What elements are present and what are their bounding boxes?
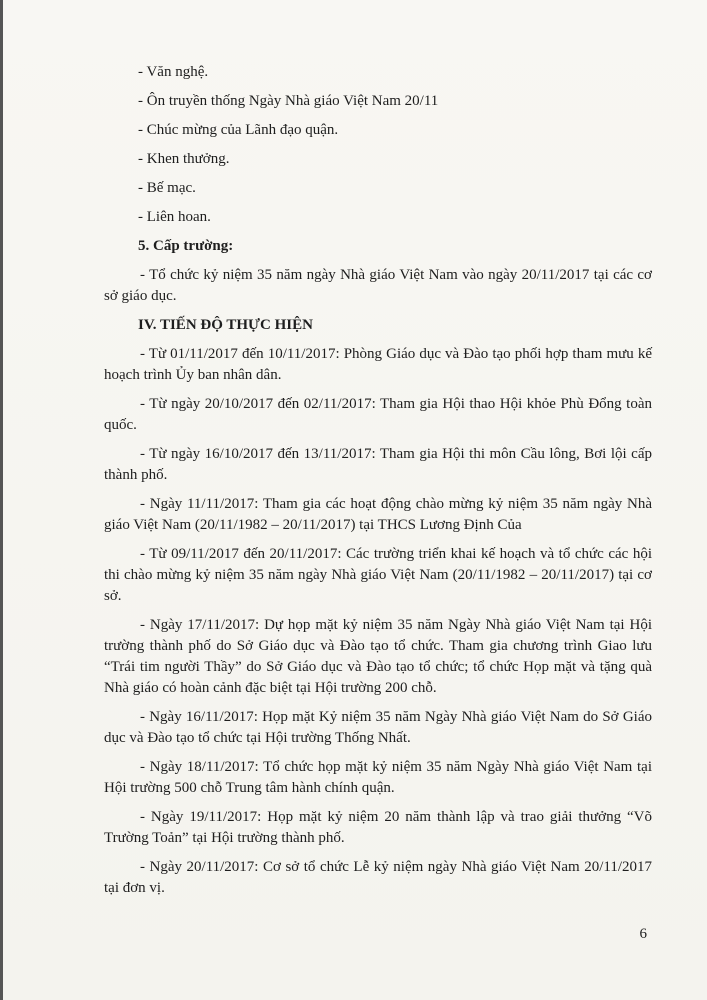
schedule-paragraph: - Ngày 16/11/2017: Họp mặt Kỷ niệm 35 năm Ngày Nhà giáo Việt Nam do Sở Giáo dục và Đào tạo tổ chức tại Hội trường Thống Nhất. <box>104 709 652 746</box>
schedule-paragraph: - Ngày 11/11/2017: Tham gia các hoạt động chào mừng kỷ niệm 35 năm ngày Nhà giáo Việt Nam (20/11/1982 – 20/11/2017) tại THCS Lương Định Của <box>104 496 652 533</box>
section-5-heading: 5. Cấp trường: <box>138 238 234 254</box>
page-content <box>104 62 652 907</box>
list-item: - Liên hoan. <box>138 209 211 225</box>
schedule-paragraph: - Ngày 18/11/2017: Tổ chức họp mặt kỷ niệm 35 năm Ngày Nhà giáo Việt Nam tại Hội trường 500 chỗ Trung tâm hành chính quận. <box>104 759 652 796</box>
schedule-paragraph: - Ngày 17/11/2017: Dự họp mặt kỷ niệm 35 năm Ngày Nhà giáo Việt Nam tại Hội trường thành phố do Sở Giáo dục và Đào tạo tổ chức. Tham gia chương trình Giao lưu “Trái tim người Thầy” do Sở Giáo dục và Đào tạo tổ chức; tổ chức Họp mặt và tặng quà Nhà giáo có hoàn cảnh đặc biệt tại Hội trường 200 chỗ. <box>104 617 652 696</box>
schedule-paragraph: - Từ ngày 20/10/2017 đến 02/11/2017: Tham gia Hội thao Hội khỏe Phù Đổng toàn quốc. <box>104 396 652 433</box>
schedule-paragraph: - Ngày 19/11/2017: Họp mặt kỷ niệm 20 năm thành lập và trao giải thưởng “Võ Trường Toản” tại Hội trường thành phố. <box>104 809 652 846</box>
list-item: - Văn nghệ. <box>138 64 209 80</box>
schedule-paragraph: - Từ 01/11/2017 đến 10/11/2017: Phòng Giáo dục và Đào tạo phối hợp tham mưu kế hoạch trình Ủy ban nhân dân. <box>104 346 652 383</box>
section-4-heading: IV. TIẾN ĐỘ THỰC HIỆN <box>138 317 313 333</box>
list-item: - Khen thưởng. <box>138 151 230 167</box>
schedule-paragraph: - Từ ngày 16/10/2017 đến 13/11/2017: Tham gia Hội thi môn Cầu lông, Bơi lội cấp thành phố. <box>104 446 652 483</box>
schedule-paragraph: - Ngày 20/11/2017: Cơ sở tổ chức Lễ kỷ niệm ngày Nhà giáo Việt Nam 20/11/2017 tại đơn vị. <box>104 859 652 896</box>
list-item: - Chúc mừng của Lãnh đạo quận. <box>138 122 339 138</box>
section-5-text: - Tổ chức kỷ niệm 35 năm ngày Nhà giáo Việt Nam vào ngày 20/11/2017 tại các cơ sở giáo dục. <box>104 267 652 304</box>
list-item: - Ôn truyền thống Ngày Nhà giáo Việt Nam 20/11 <box>138 93 439 109</box>
scan-edge <box>0 0 3 1000</box>
schedule-paragraph: - Từ 09/11/2017 đến 20/11/2017: Các trường triển khai kế hoạch và tổ chức các hội thi chào mừng kỷ niệm 35 năm ngày Nhà giáo Việt Nam (20/11/1982 – 20/11/2017) tại cơ sở. <box>104 546 652 604</box>
page-number: 6 <box>639 926 647 942</box>
list-item: - Bế mạc. <box>138 180 196 196</box>
